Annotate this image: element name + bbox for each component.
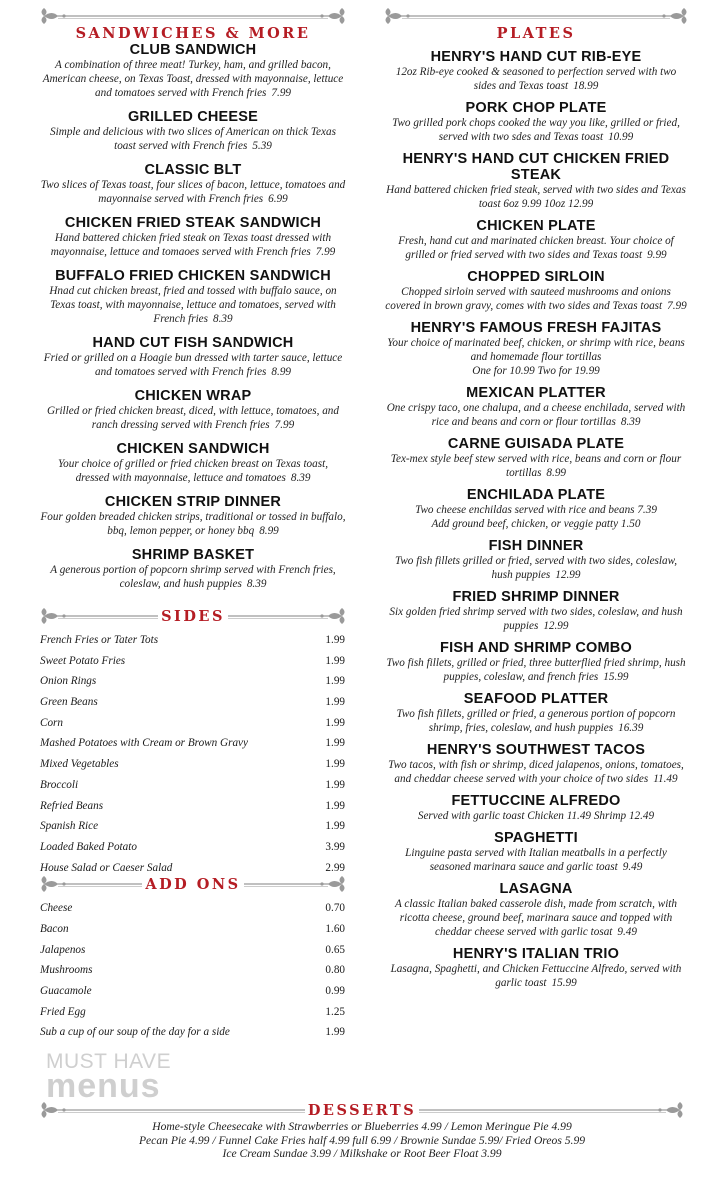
list-item <box>36 733 350 754</box>
list-item <box>36 1022 350 1043</box>
menu-item-price: 8.39 <box>246 578 267 590</box>
list-item-name: Mashed Potatoes with Cream or Brown Gravy <box>40 737 248 750</box>
menu-item-description-text: A combination of three meat! Turkey, ham, and grilled bacon, American cheese, on Texas Toast, dressed with mayonnaise, lettuce and tomatoes served with French fries <box>42 59 344 99</box>
right-column <box>380 0 692 997</box>
left-column <box>36 0 350 1043</box>
menu-item <box>36 441 350 485</box>
list-item-price: 0.80 <box>325 964 345 977</box>
menu-item-description-text: Two fish fillets grilled or fried, served with two sides, coleslaw, hush puppies <box>394 555 678 581</box>
menu-item-name: CHICKEN STRIP DINNER <box>104 494 282 510</box>
list-item-price: 1.99 <box>325 799 345 812</box>
menu-item <box>380 830 692 874</box>
menu-item <box>380 640 692 684</box>
menu-item-description <box>380 452 692 480</box>
menu-item <box>380 742 692 786</box>
menu-item-description-text: Two cheese enchildas served with rice and beans 7.39 <box>415 504 657 516</box>
menu-item-description-text: Two fish fillets, grilled or fried, a generous portion of popcorn shrimp, fries, coleslaw, and hush puppies <box>396 708 676 734</box>
list-item <box>36 919 350 940</box>
menu-item-name: PORK CHOP PLATE <box>465 100 607 116</box>
menu-item-description <box>380 707 692 735</box>
menu-item-description-text: Chopped sirloin served with sauteed mushrooms and onions covered in brown gravy, comes with two sides and Texas toast <box>385 286 671 312</box>
dessert-line: Home-style Cheesecake with Strawberries or Blueberries 4.99 / Lemon Meringue Pie 4.99 <box>152 1120 572 1133</box>
scroll-ornament-icon <box>36 7 350 25</box>
menu-item-description-text: Grilled or fried chicken breast, diced, with lettuce, tomatoes, and ranch dressing served with French fries <box>47 405 339 431</box>
list-item-price: 1.99 <box>325 716 345 729</box>
menu-item-description <box>380 336 692 364</box>
sides-title <box>36 609 350 624</box>
menu-item-price: 8.39 <box>620 416 641 428</box>
menu-item <box>380 151 692 211</box>
list-item-price: 1.25 <box>325 1005 345 1018</box>
menu-item-description-text: Hand battered chicken fried steak, served with two sides and Texas toast 6oz 9.99 10oz 12.99 <box>386 184 686 210</box>
menu-item <box>380 385 692 429</box>
sandwich-list <box>36 42 350 591</box>
menu-item <box>380 691 692 735</box>
sandwiches-title-text: SANDWICHES & MORE <box>73 25 314 42</box>
list-item-name: Mushrooms <box>40 964 93 977</box>
addons-list <box>36 898 350 1043</box>
menu-item-price: 9.99 <box>647 249 667 261</box>
menu-item-description-text: Lasagna, Spaghetti, and Chicken Fettuccine Alfredo, served with garlic toast <box>390 963 682 989</box>
menu-item-name: FETTUCCINE ALFREDO <box>451 793 621 809</box>
menu-item-name: BUFFALO FRIED CHICKEN SANDWICH <box>55 268 331 284</box>
list-item-name: Guacamole <box>40 985 92 997</box>
menu-item-price: 8.39 <box>213 313 233 325</box>
list-item-name: Cheese <box>40 902 73 915</box>
menu-item-description-text: Hnad cut chicken breast, fried and tossed with buffalo sauce, on Texas toast, with mayonnaise, lettuce and tomatoes, served with French fries <box>49 285 337 325</box>
list-item <box>36 837 350 858</box>
plates-list <box>380 49 692 990</box>
menu-item-description <box>380 554 692 582</box>
desserts-title-text: DESSERTS <box>305 1102 419 1119</box>
menu-item-description-text: A generous portion of popcorn shrimp served with French fries, coleslaw, and hush puppies <box>50 564 336 590</box>
menu-item-description-extra: One for 10.99 Two for 19.99 <box>472 365 600 377</box>
menu-item-name: FISH AND SHRIMP COMBO <box>440 640 632 656</box>
menu-item <box>380 49 692 93</box>
list-item-name: Corn <box>40 716 64 729</box>
menu-item-price: 9.49 <box>617 926 637 938</box>
menu-item-description <box>380 503 692 517</box>
menu-item-description <box>380 234 692 262</box>
menu-item <box>36 268 350 326</box>
menu-item <box>380 589 692 633</box>
menu-item-description-text: Hand battered chicken fried steak on Texas toast dressed with mayonnaise, lettuce and tomaoes served with French fries <box>50 232 332 258</box>
menu-item-description-text: Two slices of Texas toast, four slices of bacon, lettuce, tomatoes and mayonnaise served with French fries <box>40 179 346 205</box>
list-item <box>36 671 350 692</box>
menu-item-name: ENCHILADA PLATE <box>466 487 606 503</box>
menu-item-description <box>36 58 350 100</box>
menu-item <box>36 335 350 379</box>
list-item-name: Spanish Rice <box>40 820 99 833</box>
plates-title-text: PLATES <box>494 25 579 42</box>
menu-item-description <box>36 563 350 591</box>
list-item <box>36 796 350 817</box>
list-item-name: House Salad or Caeser Salad <box>40 861 173 874</box>
menu-item-name: CHOPPED SIRLOIN <box>467 269 605 285</box>
list-item-name: French Fries or Tater Tots <box>40 634 159 646</box>
plates-title <box>380 26 692 41</box>
menu-item-description-text: Served with garlic toast Chicken 11.49 Shrimp 12.49 <box>417 810 655 822</box>
menu-item-name: LASAGNA <box>499 881 573 897</box>
sides-header <box>36 600 350 634</box>
menu-item-description <box>380 656 692 684</box>
menu-item-description-text: Six golden fried shrimp served with two sides, coleslaw, and hush puppies <box>389 606 683 632</box>
menu-item-name: FISH DINNER <box>488 538 584 554</box>
list-item-price: 1.99 <box>325 634 345 646</box>
menu-item-price: 12.99 <box>543 620 569 632</box>
addons-title <box>36 877 350 892</box>
menu-item-price: 8.39 <box>290 472 311 484</box>
menu-item-description-text: Your choice of grilled or fried chicken breast on Texas toast, dressed with mayonnaise, lettuce and tomatoes <box>57 458 329 484</box>
list-item <box>36 940 350 961</box>
list-item-price: 0.65 <box>325 943 345 956</box>
watermark-logo <box>46 1050 172 1105</box>
menu-item-description <box>380 183 692 211</box>
menu-item <box>380 946 692 990</box>
menu-item-name: SEAFOOD PLATTER <box>463 691 609 707</box>
menu-item-description-text: Fresh, hand cut and marinated chicken breast. Your choice of grilled or fried served with two sides and Texas toast <box>398 235 674 261</box>
list-item-name: Mixed Vegetables <box>40 758 119 771</box>
menu-item-name: CLUB SANDWICH <box>129 42 257 58</box>
menu-item-price: 7.99 <box>667 300 687 312</box>
menu-item-description <box>380 285 692 313</box>
list-item-name: Jalapenos <box>40 943 86 956</box>
list-item-price: 1.99 <box>325 820 345 833</box>
plates-header <box>380 0 692 44</box>
menu-item-description-text: Four golden breaded chicken strips, traditional or tossed in buffalo, bbq, lemon pepper, or honey bbq <box>40 511 346 537</box>
menu-item-price: 7.99 <box>315 246 336 258</box>
menu-item-description-text: 12oz Rib-eye cooked & seasoned to perfection served with two sides and Texas toast <box>395 66 677 92</box>
menu-item-description-text: Fried or grilled on a Hoagie bun dressed with tarter sauce, lettuce and tomatoes served with French fries <box>43 352 343 378</box>
menu-item-price: 15.99 <box>551 977 577 989</box>
menu-item-description <box>36 284 350 326</box>
list-item <box>36 651 350 672</box>
menu-item-description-text: Linguine pasta served with Italian meatballs in a perfectly seasoned marinara sauce and garlic toast <box>405 847 667 873</box>
list-item <box>36 898 350 919</box>
menu-item <box>380 269 692 313</box>
menu-item-price: 8.99 <box>546 467 566 479</box>
list-item <box>36 981 350 1002</box>
menu-item-price: 6.99 <box>268 193 288 205</box>
list-item <box>36 1002 350 1023</box>
menu-item-description-text: Two grilled pork chops cooked the way you like, grilled or fried, served with two sdes and Texas toast <box>392 117 680 143</box>
menu-item-price: 7.99 <box>274 419 295 431</box>
list-item-price: 1.60 <box>325 922 345 935</box>
menu-item-description <box>380 116 692 144</box>
scroll-ornament-icon <box>380 7 692 25</box>
menu-item-price: 5.39 <box>252 140 272 152</box>
list-item-price: 1.99 <box>325 696 345 709</box>
dessert-line: Pecan Pie 4.99 / Funnel Cake Fries half 4.99 full 6.99 / Brownie Sundae 5.99/ Fried Oreos 5.99 <box>138 1133 586 1147</box>
menu-item-description <box>380 605 692 633</box>
menu-item-name: FRIED SHRIMP DINNER <box>452 589 620 605</box>
list-item-name: Bacon <box>40 922 69 935</box>
menu-item-description <box>36 510 350 538</box>
list-item-price: 1.99 <box>325 675 345 688</box>
list-item <box>36 713 350 734</box>
menu-item-name: HENRY'S HAND CUT RIB-EYE <box>430 49 642 65</box>
menu-item-description <box>380 401 692 429</box>
menu-item <box>380 320 692 378</box>
menu-item <box>36 547 350 591</box>
list-item-name: Broccoli <box>40 778 79 791</box>
menu-item <box>36 215 350 259</box>
menu-item <box>36 388 350 432</box>
list-item-price: 1.99 <box>325 1026 345 1039</box>
menu-item-description-text: One crispy taco, one chalupa, and a cheese enchilada, served with rice and beans and corn or flour tortillas <box>386 402 686 428</box>
list-item-name: Sweet Potato Fries <box>40 654 126 667</box>
menu-item-description-text: Two fish fillets, grilled or fried, three butterflied fried shrimp, hush puppies, coleslaw, and french fries <box>386 657 686 683</box>
list-item-price: 1.99 <box>325 654 345 667</box>
menu-item-name: CARNE GUISADA PLATE <box>447 436 625 452</box>
menu-item-name: CLASSIC BLT <box>144 162 242 178</box>
menu-item-description <box>36 351 350 379</box>
menu-item-description <box>36 125 350 153</box>
menu-item-price: 12.99 <box>555 569 581 581</box>
menu-item-description <box>380 809 692 823</box>
menu-item-description <box>36 231 350 259</box>
menu-item-description-extra: Add ground beef, chicken, or veggie patty 1.50 <box>431 518 641 530</box>
desserts-title <box>36 1103 688 1118</box>
menu-item-name: CHICKEN SANDWICH <box>116 441 270 457</box>
menu-item <box>36 109 350 153</box>
menu-item-name: HENRY'S SOUTHWEST TACOS <box>426 742 646 758</box>
menu-item-description <box>380 758 692 786</box>
menu-item <box>380 487 692 531</box>
menu-item-description <box>36 178 350 206</box>
menu-item-description-text: Simple and delicious with two slices of American on thick Texas toast served with French fries <box>50 126 336 152</box>
menu-item <box>36 162 350 206</box>
menu-item-price: 15.99 <box>603 671 629 683</box>
addons-header <box>36 868 350 892</box>
list-item-name: Green Beans <box>40 696 98 709</box>
menu-item-description <box>380 897 692 939</box>
list-item <box>36 775 350 796</box>
menu-item-name: HENRY'S FAMOUS FRESH FAJITAS <box>410 320 662 336</box>
list-item-name: Sub a cup of our soup of the day for a side <box>40 1026 230 1039</box>
menu-item-name: CHICKEN PLATE <box>476 218 596 234</box>
dessert-line: Ice Cream Sundae 3.99 / Milkshake or Root Beer Float 3.99 <box>222 1147 502 1160</box>
menu-item-price: 10.99 <box>608 131 634 143</box>
list-item <box>36 754 350 775</box>
menu-item-price: 8.99 <box>271 366 291 378</box>
menu-item-price: 16.39 <box>618 722 644 734</box>
menu-item <box>36 42 350 100</box>
menu-item-name: HENRY'S ITALIAN TRIO <box>452 946 620 962</box>
menu-item-price: 18.99 <box>573 80 599 92</box>
menu-item <box>36 494 350 538</box>
menu-item-description <box>380 846 692 874</box>
menu-item-name: CHICKEN FRIED STEAK SANDWICH <box>64 215 322 231</box>
menu-item-name: CHICKEN WRAP <box>134 388 252 404</box>
menu-item-name: SPAGHETTI <box>494 830 578 846</box>
menu-item-description <box>36 404 350 432</box>
list-item-price: 1.99 <box>325 778 345 791</box>
menu-item-description-text: Tex-mex style beef stew served with rice, beans and corn or flour tortillas <box>390 453 682 479</box>
menu-item-description-text: A classic Italian baked casserole dish, made from scratch, with ricotta cheese, ground beef, marinara sauce and topped with cheddar cheese served with garlic tosat <box>394 898 678 938</box>
menu-item-price: 8.99 <box>259 525 279 537</box>
menu-item-description <box>380 962 692 990</box>
sandwiches-title <box>36 26 350 41</box>
list-item-price: 0.70 <box>325 902 345 915</box>
menu-item-name: SHRIMP BASKET <box>131 547 255 563</box>
list-item-price: 2.99 <box>325 861 345 874</box>
list-item-name: Refried Beans <box>40 799 104 812</box>
menu-item-price: 9.49 <box>622 861 643 873</box>
watermark-line1: MUST HAVE <box>46 1050 172 1073</box>
menu-item-name: HENRY'S HAND CUT CHICKEN FRIED STEAK <box>402 151 670 183</box>
list-item-name: Loaded Baked Potato <box>40 840 137 853</box>
list-item-price: 0.99 <box>325 985 345 997</box>
menu-item-name: GRILLED CHEESE <box>127 109 259 125</box>
sandwiches-header <box>36 0 350 46</box>
menu-item-price: 11.49 <box>653 773 678 785</box>
menu-item-description <box>380 65 692 93</box>
list-item-name: Fried Egg <box>40 1005 86 1018</box>
menu-item <box>380 100 692 144</box>
menu-item <box>380 218 692 262</box>
menu-item-description-text: Your choice of marinated beef, chicken, or shrimp with rice, beans and homemade flour tortillas <box>387 337 685 363</box>
list-item <box>36 960 350 981</box>
menu-item-description-text: Two tacos, with fish or shrimp, diced jalapenos, onions, tomatoes, and cheddar cheese served with your choice of two sides <box>388 759 684 785</box>
menu-item <box>380 793 692 823</box>
watermark-line2: menus <box>46 1067 161 1105</box>
list-item-price: 3.99 <box>325 840 345 853</box>
menu-item-description <box>36 457 350 485</box>
menu-item-price: 7.99 <box>271 87 291 99</box>
list-item-name: Onion Rings <box>40 675 97 688</box>
menu-item <box>380 538 692 582</box>
menu-item <box>380 436 692 480</box>
addons-title-text: ADD ONS <box>142 876 243 893</box>
menu-item-name: MEXICAN PLATTER <box>466 385 606 401</box>
list-item-price: 1.99 <box>325 737 345 750</box>
list-item <box>36 816 350 837</box>
desserts-section <box>36 1100 688 1161</box>
desserts-header <box>36 1100 688 1120</box>
list-item-price: 1.99 <box>325 758 345 771</box>
list-item <box>36 692 350 713</box>
sides-title-text: SIDES <box>158 608 228 625</box>
menu-item <box>380 881 692 939</box>
menu-item-name: HAND CUT FISH SANDWICH <box>92 335 294 351</box>
sides-list <box>36 630 350 878</box>
